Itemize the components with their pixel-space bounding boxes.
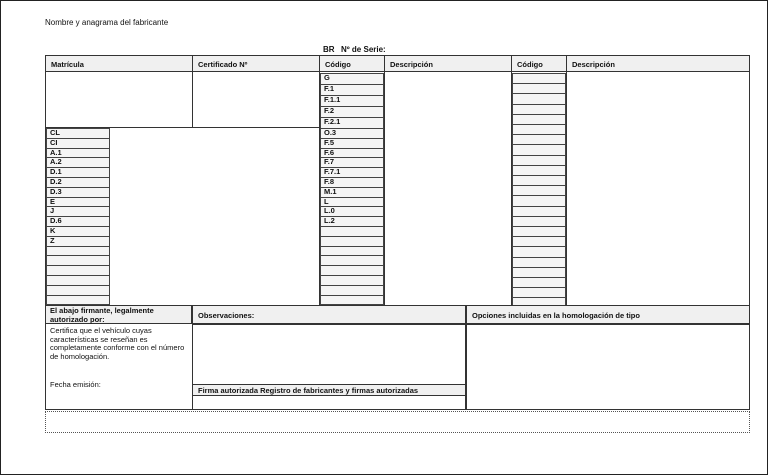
manufacturer-name: Nombre y anagrama del fabricante (45, 18, 169, 27)
code-cell: F.1 (320, 84, 384, 96)
code-cell: G (320, 73, 384, 85)
options-label: Opciones incluidas en la homologación de tipo (472, 311, 640, 320)
code-cell: F.5 (320, 138, 384, 149)
code-cell: L (320, 197, 384, 208)
signature-label: Firma autorizada Registro de fabricantes y firmas autorizadas (198, 386, 419, 395)
col-codigo-1: Código (325, 60, 351, 69)
col-matricula: Matrícula (51, 60, 84, 69)
code-cell: F.7.1 (320, 167, 384, 178)
col-descripcion-1: Descripción (390, 60, 433, 69)
code-cell: Z (46, 236, 110, 247)
code-cell: D.2 (46, 177, 110, 188)
col-codigo-2: Código (517, 60, 543, 69)
code-cell: M.1 (320, 187, 384, 198)
serial-label: Nº de Serie: (341, 45, 386, 54)
divider (384, 55, 385, 305)
code-cell: F.8 (320, 177, 384, 188)
code-cell: F.2.1 (320, 117, 384, 129)
code-cell: D.6 (46, 216, 110, 227)
code-cell: L.2 (320, 216, 384, 227)
code-cell: L.0 (320, 206, 384, 217)
code-cell: D.1 (46, 167, 110, 178)
divider (192, 55, 193, 128)
certify-text: Certifica que el vehículo cuyas características se reseñan es completamente conforme con el número de homologación. (50, 326, 185, 361)
code-cell: F.2 (320, 106, 384, 118)
code-cell: F.1.1 (320, 95, 384, 107)
code-cell: F.7 (320, 157, 384, 168)
observations-label: Observaciones: (198, 311, 255, 320)
code-cell: K (46, 226, 110, 237)
code-cell: O.3 (320, 128, 384, 139)
issue-date-label: Fecha emisión: (50, 380, 101, 389)
divider (566, 55, 567, 305)
br-label: BR (323, 45, 335, 54)
observations-box (192, 324, 466, 410)
col-descripcion-2: Descripción (572, 60, 615, 69)
code-cell: J (46, 206, 110, 217)
code-cell: A.2 (46, 157, 110, 168)
code-cell (320, 295, 384, 306)
code-cell: CI (46, 138, 110, 149)
signer-label: El abajo firmante, legalmente autorizado por: (50, 306, 154, 324)
options-box (466, 324, 750, 410)
code-cell: D.3 (46, 187, 110, 198)
col-certificado: Certificado Nº (198, 60, 248, 69)
code-cell: F.6 (320, 148, 384, 159)
code-cell: CL (46, 128, 110, 139)
code-cell: A.1 (46, 148, 110, 159)
code-cell (46, 295, 110, 306)
footer-strip (45, 411, 750, 433)
code-cell: E (46, 197, 110, 208)
